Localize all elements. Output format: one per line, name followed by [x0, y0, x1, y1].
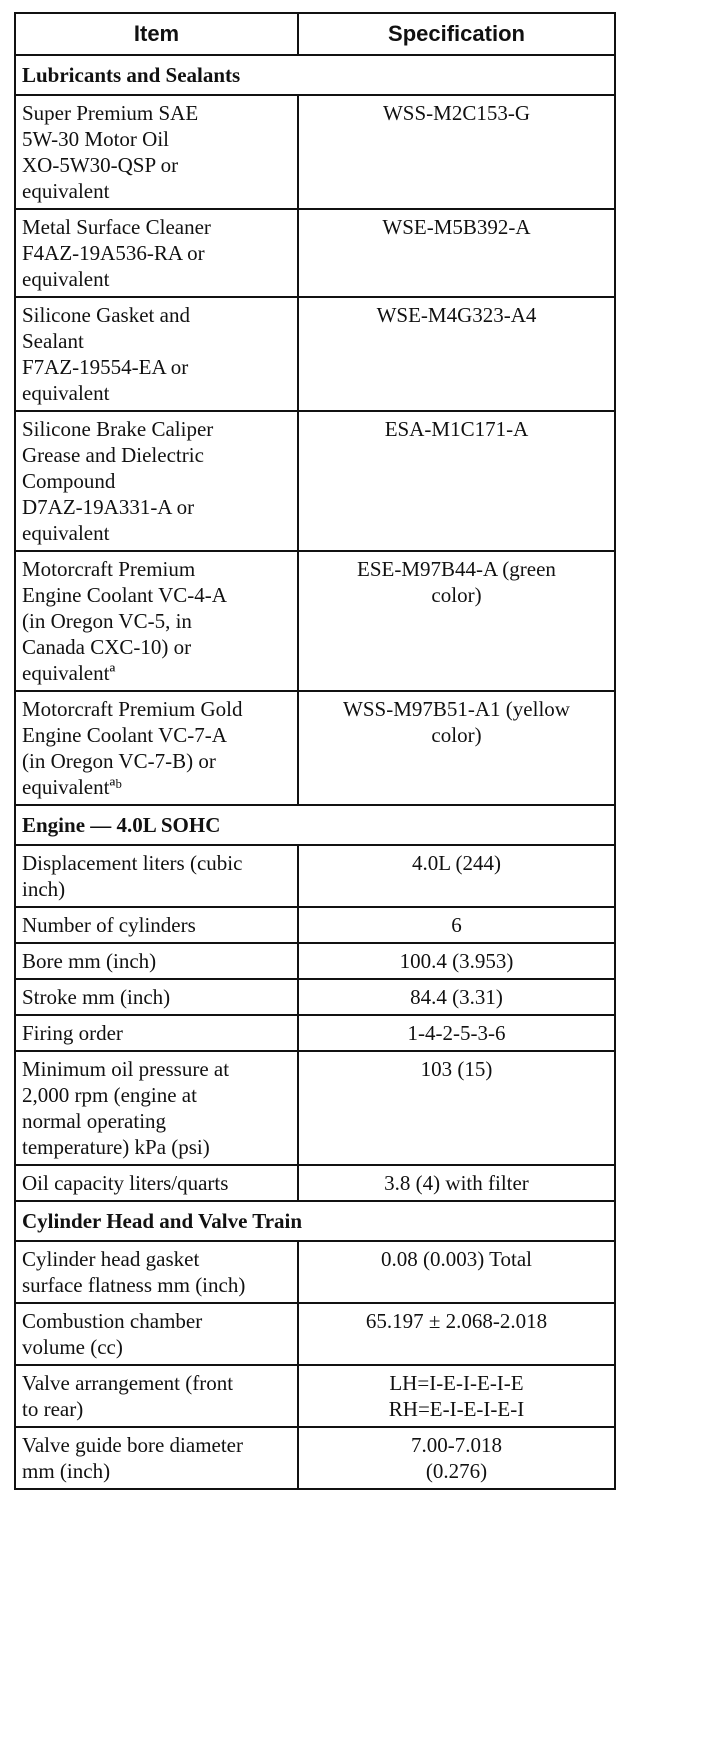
- item-cell: [15, 209, 298, 297]
- table-row: [15, 979, 615, 1015]
- cell-line: 4.0L (244): [411, 851, 502, 875]
- table-row: [15, 691, 615, 805]
- cell-line: 3.8 (4) with filter: [384, 1171, 529, 1195]
- cell-line: 7.00-7.018: [411, 1433, 502, 1457]
- cell-line: Stroke mm (inch): [22, 985, 171, 1009]
- cell-line: LH=I-E-I-E-I-E: [389, 1371, 524, 1395]
- cell-line: 2,000 rpm (engine at: [22, 1083, 197, 1107]
- cell-line: ESE-M97B44-A (green: [357, 557, 556, 581]
- table-body: [15, 55, 615, 1489]
- table-row: [15, 297, 615, 411]
- table-row: [15, 1165, 615, 1201]
- cell-line: to rear): [22, 1397, 84, 1421]
- cell-line: F4AZ-19A536-RA or: [22, 241, 205, 265]
- table-row: [15, 209, 615, 297]
- cell-line: equivalent: [22, 381, 110, 405]
- cell-line: temperature) kPa (psi): [22, 1135, 210, 1159]
- cell-line: 65.197 ± 2.068-2.018: [365, 1309, 548, 1333]
- cell-line: Canada CXC-10) or: [22, 635, 192, 659]
- cell-line: volume (cc): [22, 1335, 123, 1359]
- specification-cell: [298, 691, 615, 805]
- header-row: [15, 13, 615, 55]
- specification-cell: [298, 907, 615, 943]
- spec-sheet: [14, 12, 614, 1490]
- cell-line: normal operating: [22, 1109, 167, 1133]
- specification-cell: [298, 1427, 615, 1489]
- item-cell: [15, 979, 298, 1015]
- cell-line: surface flatness mm (inch): [22, 1273, 246, 1297]
- cell-line: Valve arrangement (front: [22, 1371, 234, 1395]
- specification-table: [14, 12, 616, 1490]
- cell-line: 1-4-2-5-3-6: [407, 1021, 506, 1045]
- cell-line: 6: [451, 913, 462, 937]
- cell-line: WSS-M97B51-A1 (yellow: [343, 697, 570, 721]
- cell-line: Bore mm (inch): [22, 949, 157, 973]
- cell-line: (in Oregon VC-5, in: [22, 609, 192, 633]
- cell-line: 84.4 (3.31): [410, 985, 503, 1009]
- section-title: Engine — 4.0L SOHC: [15, 805, 615, 845]
- cell-line: Grease and Dielectric: [22, 443, 204, 467]
- section-header-row: [15, 55, 615, 95]
- cell-line: Engine Coolant VC-4-A: [22, 583, 227, 607]
- cell-line: inch): [22, 877, 66, 901]
- cell-line: ESA-M1C171-A: [384, 417, 529, 441]
- cell-line: equivalentªᵇ: [22, 775, 122, 799]
- cell-line: F7AZ-19554-EA or: [22, 355, 189, 379]
- cell-line: Engine Coolant VC-7-A: [22, 723, 227, 747]
- specification-cell: [298, 411, 615, 551]
- table-row: [15, 1051, 615, 1165]
- specification-cell: [298, 1303, 615, 1365]
- item-cell: [15, 551, 298, 691]
- header-specification: Specification: [298, 13, 615, 55]
- specification-cell: [298, 209, 615, 297]
- section-title: Cylinder Head and Valve Train: [15, 1201, 615, 1241]
- specification-cell: [298, 297, 615, 411]
- cell-line: Displacement liters (cubic: [22, 851, 243, 875]
- cell-line: WSE-M4G323-A4: [376, 303, 537, 327]
- item-cell: [15, 1015, 298, 1051]
- cell-line: Silicone Gasket and: [22, 303, 190, 327]
- cell-line: equivalentª: [22, 661, 116, 685]
- cell-line: D7AZ-19A331-A or: [22, 495, 195, 519]
- table-row: [15, 1303, 615, 1365]
- cell-line: Firing order: [22, 1021, 123, 1045]
- specification-cell: [298, 1365, 615, 1427]
- item-cell: [15, 907, 298, 943]
- section-title: Lubricants and Sealants: [15, 55, 615, 95]
- table-row: [15, 551, 615, 691]
- specification-cell: [298, 1165, 615, 1201]
- item-cell: [15, 845, 298, 907]
- specification-cell: [298, 1015, 615, 1051]
- item-cell: [15, 1427, 298, 1489]
- item-cell: [15, 1051, 298, 1165]
- table-row: [15, 845, 615, 907]
- item-cell: [15, 1303, 298, 1365]
- item-cell: [15, 943, 298, 979]
- specification-cell: [298, 551, 615, 691]
- section-header-row: [15, 805, 615, 845]
- cell-line: WSS-M2C153-G: [382, 101, 530, 125]
- cell-line: Cylinder head gasket: [22, 1247, 200, 1271]
- item-cell: [15, 1165, 298, 1201]
- item-cell: [15, 95, 298, 209]
- cell-line: Number of cylinders: [22, 913, 196, 937]
- item-cell: [15, 411, 298, 551]
- cell-line: 103 (15): [420, 1057, 493, 1081]
- specification-cell: [298, 943, 615, 979]
- cell-line: Motorcraft Premium: [22, 557, 196, 581]
- cell-line: 5W-30 Motor Oil: [22, 127, 169, 151]
- cell-line: Sealant: [22, 329, 84, 353]
- cell-line: equivalent: [22, 179, 110, 203]
- cell-line: color): [431, 723, 482, 747]
- item-cell: [15, 1365, 298, 1427]
- specification-cell: [298, 845, 615, 907]
- specification-cell: [298, 95, 615, 209]
- table-row: [15, 1015, 615, 1051]
- cell-line: Combustion chamber: [22, 1309, 203, 1333]
- section-header-row: [15, 1201, 615, 1241]
- cell-line: equivalent: [22, 267, 110, 291]
- cell-line: Motorcraft Premium Gold: [22, 697, 243, 721]
- specification-cell: [298, 1241, 615, 1303]
- cell-line: Super Premium SAE: [22, 101, 199, 125]
- cell-line: Silicone Brake Caliper: [22, 417, 214, 441]
- table-row: [15, 411, 615, 551]
- cell-line: (0.276): [425, 1459, 488, 1483]
- cell-line: Minimum oil pressure at: [22, 1057, 230, 1081]
- cell-line: Valve guide bore diameter: [22, 1433, 243, 1457]
- cell-line: Oil capacity liters/quarts: [22, 1171, 229, 1195]
- table-row: [15, 1365, 615, 1427]
- item-cell: [15, 1241, 298, 1303]
- cell-line: 0.08 (0.003) Total: [381, 1247, 532, 1271]
- specification-cell: [298, 1051, 615, 1165]
- table-row: [15, 95, 615, 209]
- table-row: [15, 1241, 615, 1303]
- cell-line: WSE-M5B392-A: [382, 215, 531, 239]
- cell-line: (in Oregon VC-7-B) or: [22, 749, 216, 773]
- table-row: [15, 1427, 615, 1489]
- cell-line: RH=E-I-E-I-E-I: [388, 1397, 525, 1421]
- cell-line: equivalent: [22, 521, 110, 545]
- cell-line: Compound: [22, 469, 116, 493]
- cell-line: color): [431, 583, 482, 607]
- item-cell: [15, 297, 298, 411]
- cell-line: XO-5W30-QSP or: [22, 153, 179, 177]
- item-cell: [15, 691, 298, 805]
- cell-line: Metal Surface Cleaner: [22, 215, 211, 239]
- cell-line: mm (inch): [22, 1459, 111, 1483]
- table-row: [15, 943, 615, 979]
- table-row: [15, 907, 615, 943]
- header-item: Item: [15, 13, 298, 55]
- cell-line: 100.4 (3.953): [399, 949, 514, 973]
- specification-cell: [298, 979, 615, 1015]
